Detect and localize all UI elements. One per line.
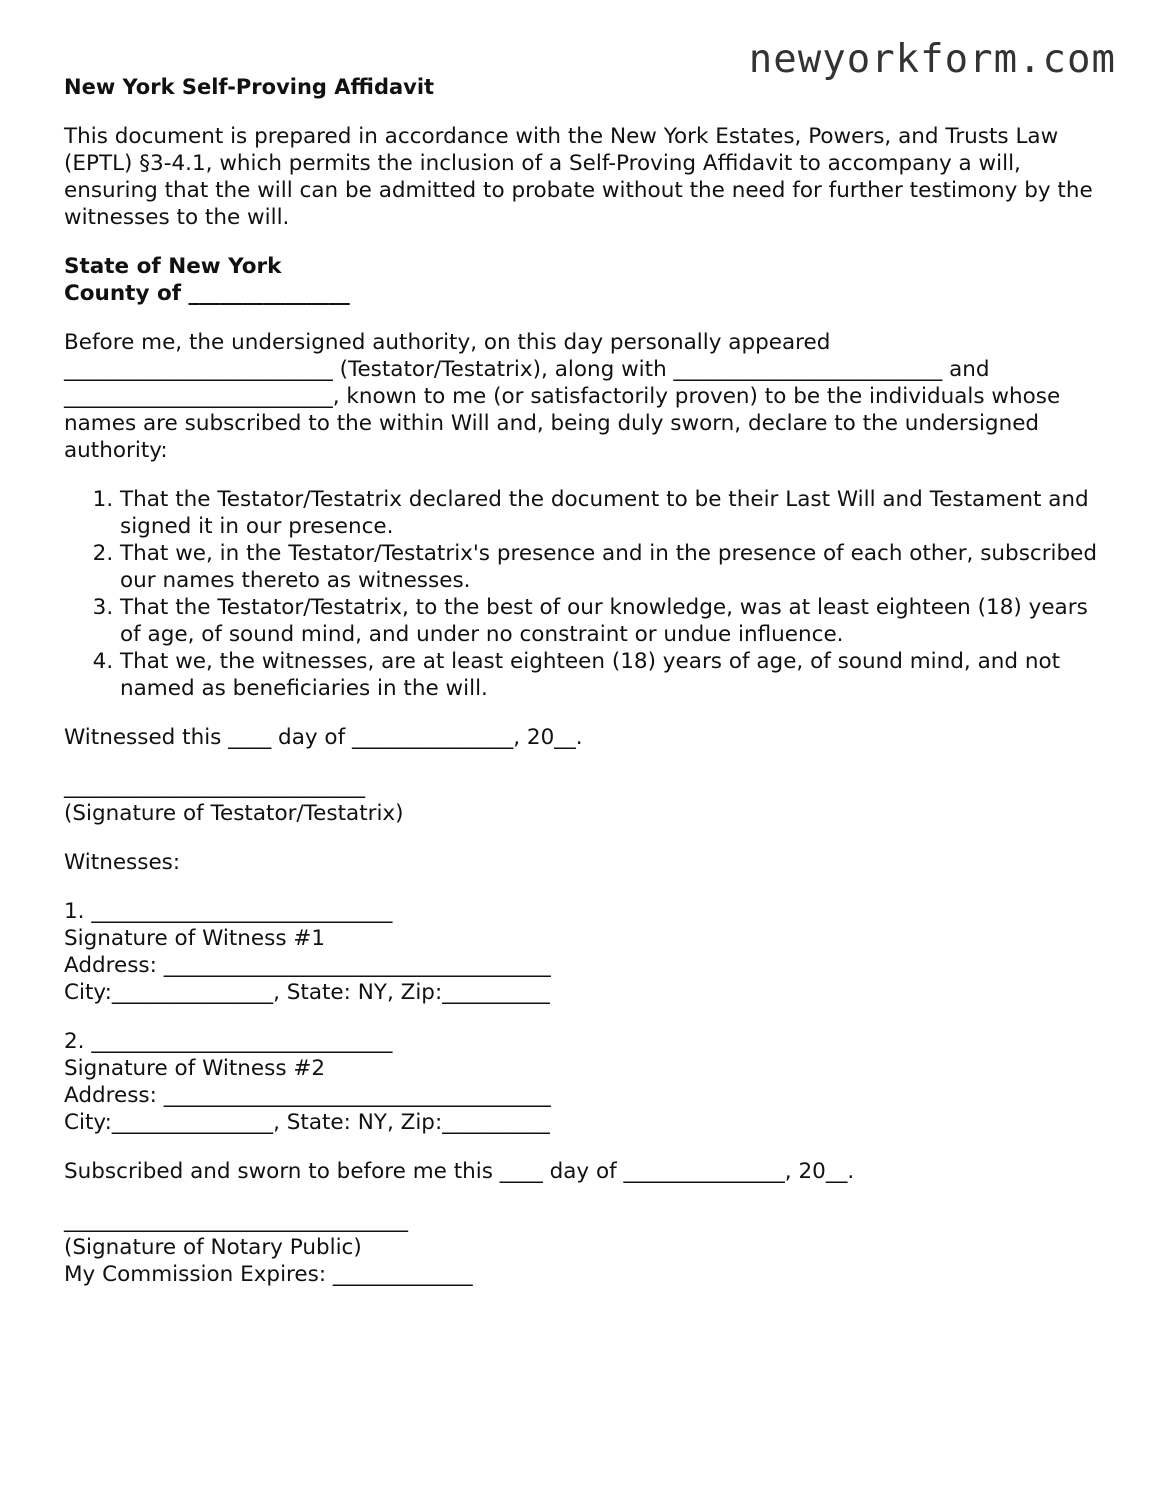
witness-1-signature-label: Signature of Witness #1 — [64, 926, 326, 951]
testator-signature-block — [64, 773, 1104, 827]
declaration-item: 2. That we, in the Testator/Testatrix's presence and in the presence of each other, subscribed our names thereto as witnesses. — [120, 540, 1104, 594]
venue-county: County of _______________ — [64, 281, 350, 306]
notary-signature-label: (Signature of Notary Public) — [64, 1235, 362, 1260]
affidavit-document — [64, 74, 1104, 1310]
witness-1-signature-line: 1. ____________________________ — [64, 899, 393, 924]
testator-signature-line: ____________________________ — [64, 774, 365, 799]
intro-paragraph: This document is prepared in accordance with the New York Estates, Powers, and Trusts Law (EPTL) §3-4.1, which permits the inclusion of a Self-Proving Affidavit to accompany a will, ensuring that the will can be admitted to probate without the need for further testimony by the witnesses to the will. — [64, 124, 1093, 230]
witness-1-city-state-zip: City:_______________, State: NY, Zip:__________ — [64, 980, 550, 1005]
declaration-item: 4. That we, the witnesses, are at least eighteen (18) years of age, of sound mind, and not named as beneficiaries in the will. — [120, 648, 1104, 702]
document-title: New York Self-Proving Affidavit — [64, 75, 435, 99]
notary-block — [64, 1207, 1104, 1288]
venue-state: State of New York — [64, 254, 282, 279]
witness-1-address: Address: ____________________________________ — [64, 953, 551, 978]
witnessed-date-line: Witnessed this ____ day of _______________, 20__. — [64, 725, 583, 750]
witness-2-block — [64, 1028, 1104, 1136]
notary-commission-expiry: My Commission Expires: _____________ — [64, 1262, 473, 1287]
declarations-list — [64, 486, 1104, 702]
declaration-item: 1. That the Testator/Testatrix declared the document to be their Last Will and Testament and signed it in our presence. — [120, 486, 1104, 540]
venue-block — [64, 253, 1104, 307]
witnesses-heading: Witnesses: — [64, 850, 181, 875]
notary-signature-line: ________________________________ — [64, 1208, 408, 1233]
sworn-date-line: Subscribed and sworn to before me this ____ day of _______________, 20__. — [64, 1159, 855, 1184]
witness-2-city-state-zip: City:_______________, State: NY, Zip:__________ — [64, 1110, 550, 1135]
witness-2-address: Address: ____________________________________ — [64, 1083, 551, 1108]
declaration-item: 3. That the Testator/Testatrix, to the best of our knowledge, was at least eighteen (18) years of age, of sound mind, and under no constraint or undue influence. — [120, 594, 1104, 648]
site-watermark: newyorkform.com — [748, 37, 1116, 82]
witness-2-signature-label: Signature of Witness #2 — [64, 1056, 326, 1081]
testator-signature-label: (Signature of Testator/Testatrix) — [64, 801, 404, 826]
witness-2-signature-line: 2. ____________________________ — [64, 1029, 393, 1054]
appearance-paragraph: Before me, the undersigned authority, on this day personally appeared _________________________ (Testator/Testatrix), along with _________________________ and _________________________, known to me (or satisfactorily proven) to be the individuals whose names are subscribed to the within Will and, being duly sworn, declare to the undersigned authority: — [64, 330, 1061, 463]
witness-1-block — [64, 898, 1104, 1006]
